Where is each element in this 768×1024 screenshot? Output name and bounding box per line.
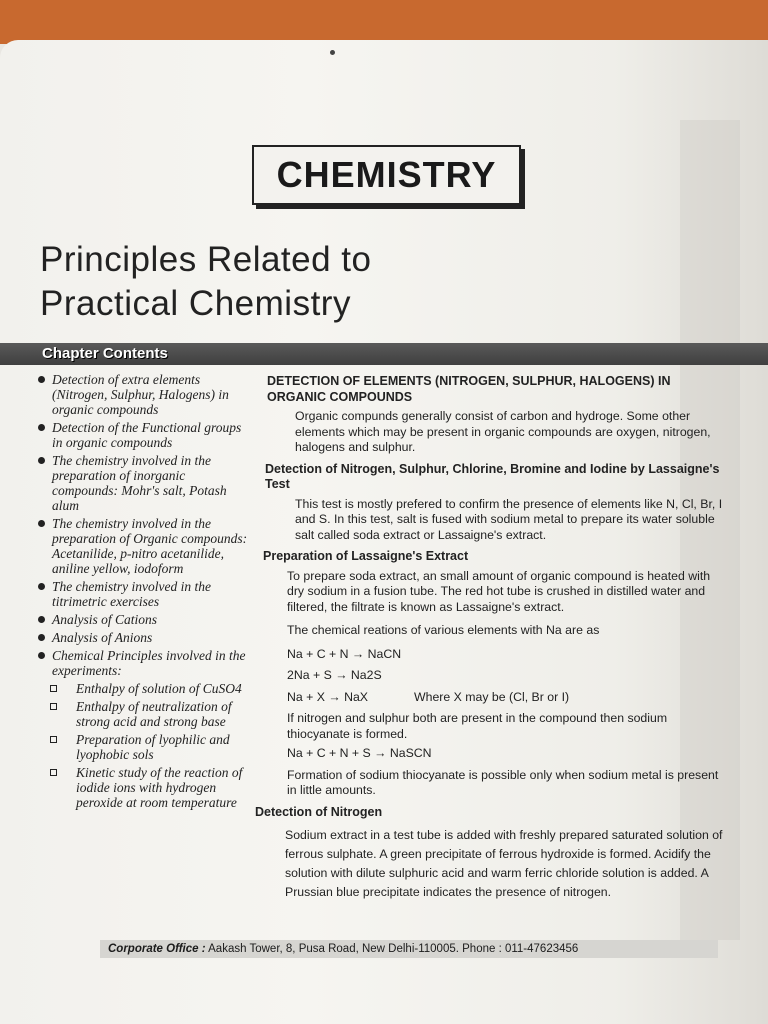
subject-title: CHEMISTRY: [276, 154, 497, 195]
main-content: [255, 374, 725, 902]
contents-item: The chemistry involved in the preparation of Organic compounds: Acetanilide, p-nitro acetanilide, aniline yellow, iodoform: [28, 516, 250, 576]
preparation-heading: Preparation of Lassaigne's Extract: [263, 549, 469, 563]
square-bullet-icon: [50, 685, 57, 692]
square-bullet-icon: [50, 769, 57, 776]
bullet-icon: [38, 652, 45, 659]
contents-subitem: Enthalpy of neutralization of strong acid and strong base: [28, 699, 250, 729]
lassaigne-test-paragraph: This test is mostly prefered to confirm the presence of elements like N, Cl, Br, I and S. In this test, salt is fused with sodium metal to prepare its water soluble salt called soda extract or Lassaigne's extract.: [295, 496, 723, 542]
subject-title-box: [252, 145, 521, 205]
square-bullet-icon: [50, 703, 57, 710]
square-bullet-icon: [50, 736, 57, 743]
lassaigne-test-heading: Detection of Nitrogen, Sulphur, Chlorine, Bromine and Iodine by Lassaigne's Test: [265, 461, 720, 491]
chapter-contents-heading: Chapter Contents: [42, 345, 168, 362]
contents-subitem: Enthalpy of solution of CuSO4: [28, 681, 250, 696]
bullet-icon: [38, 457, 45, 464]
bullet-icon: [38, 616, 45, 623]
equation-2: 2Na + S → Na2S: [287, 668, 382, 682]
bullet-icon: [38, 424, 45, 431]
contents-item: Analysis of Anions: [28, 630, 250, 645]
bullet-icon: [38, 634, 45, 641]
page-speck: [330, 50, 335, 55]
footer-address: Aakash Tower, 8, Pusa Road, New Delhi-110005. Phone : 011-47623456: [208, 943, 579, 955]
contents-subitem: Preparation of lyophilic and lyophobic sols: [28, 732, 250, 762]
equation-4: Na + C + N + S → NaSCN: [287, 746, 432, 760]
bullet-icon: [38, 376, 45, 383]
contents-item: Detection of the Functional groups in organic compounds: [28, 420, 250, 450]
background-strip: [0, 0, 768, 44]
equation-3: Na + X → NaX: [287, 689, 368, 704]
contents-subitem: Kinetic study of the reaction of iodide ions with hydrogen peroxide at room temperature: [28, 765, 250, 810]
nitrogen-detection-heading: Detection of Nitrogen: [255, 804, 383, 819]
footer-label: Corporate Office :: [108, 943, 206, 955]
equation-3-row: [287, 690, 725, 706]
contents-item: Chemical Principles involved in the experiments:: [28, 648, 250, 678]
equation-1: Na + C + N → NaCN: [287, 646, 402, 661]
bullet-icon: [38, 520, 45, 527]
page-footer: [100, 940, 718, 958]
contents-item: The chemistry involved in the preparation of inorganic compounds: Mohr's salt, Potash alum: [28, 453, 250, 513]
contents-item: The chemistry involved in the titrimetric exercises: [28, 579, 250, 609]
chapter-title-line1: Principles Related to: [40, 240, 372, 279]
equation-3-note: Where X may be (Cl, Br or I): [414, 689, 570, 704]
chapter-title-line2: Practical Chemistry: [40, 284, 351, 323]
chapter-contents-bar: [0, 343, 768, 365]
nitrogen-detection-paragraph: Sodium extract in a test tube is added with freshly prepared saturated solution of ferrous sulphate. A green precipitate of ferrous hydroxide is formed. Acidify the solution with dilute sulphuric acid and warm ferric chloride solution is added. A Prussian blue precipitate indicates the presence of nitrogen.: [285, 828, 723, 899]
thiocyanate-paragraph: If nitrogen and sulphur both are present in the compound then sodium thiocyanate is formed.: [287, 711, 668, 741]
chapter-title: [40, 238, 540, 326]
preparation-paragraph: To prepare soda extract, an small amount of organic compound is heated with dry sodium in a fusion tube. The red hot tube is crushed in distilled water and filtered, the filtrate is known as Lassaigne's extract.: [287, 568, 711, 614]
chapter-contents-list: [28, 372, 250, 813]
intro-paragraph: Organic compunds generally consist of carbon and hydroge. Some other elements which may be present in organic compounds are oxygen, nitrogen, halogens and sulphur.: [295, 409, 711, 454]
formation-paragraph: Formation of sodium thiocyanate is possible only when sodium metal is present in little amounts.: [287, 767, 719, 797]
section-heading: DETECTION OF ELEMENTS (NITROGEN, SULPHUR, HALOGENS) IN ORGANIC COMPOUNDS: [267, 374, 671, 404]
bullet-icon: [38, 583, 45, 590]
contents-item: Detection of extra elements (Nitrogen, Sulphur, Halogens) in organic compounds: [28, 372, 250, 417]
contents-item: Analysis of Cations: [28, 612, 250, 627]
reactions-intro: The chemical reations of various elements with Na are as: [287, 623, 600, 637]
